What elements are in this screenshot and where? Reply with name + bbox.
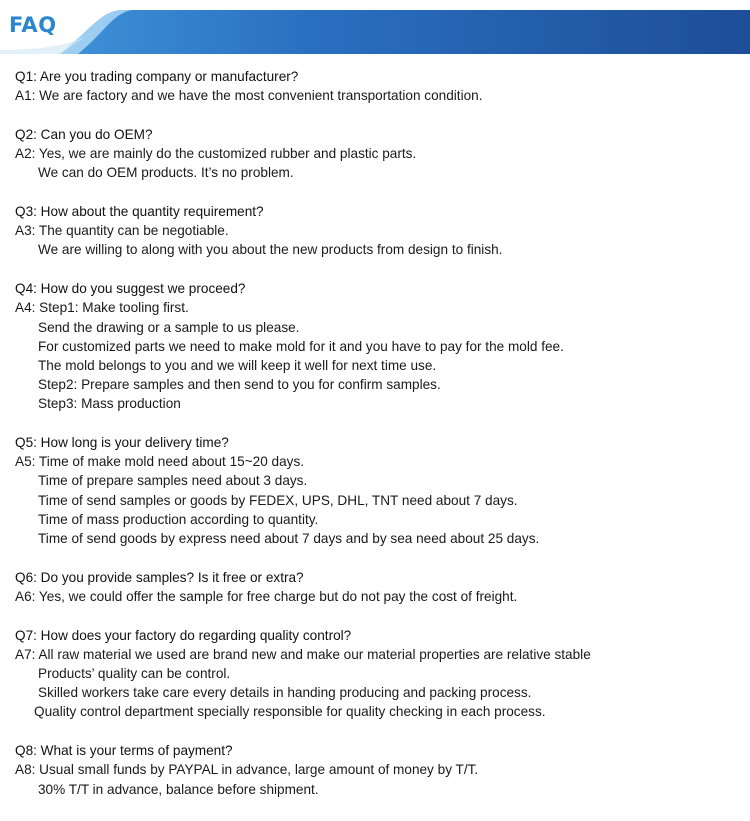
faq-question: Q2: Can you do OEM? <box>15 126 153 142</box>
faq-answer-continued: Quality control department specially responsible for quality checking in each process. <box>34 704 546 720</box>
faq-item-q3 <box>15 202 740 260</box>
faq-question: Q8: What is your terms of payment? <box>15 743 233 759</box>
faq-answer-continued: Send the drawing or a sample to us please. <box>38 319 300 335</box>
faq-answer: A8: Usual small funds by PAYPAL in advance, large amount of money by T/T. <box>15 762 479 778</box>
faq-answer-continued: Step3: Mass production <box>38 396 181 412</box>
faq-item-q7 <box>15 626 740 722</box>
faq-question: Q4: How do you suggest we proceed? <box>15 281 246 297</box>
faq-answer: A3: The quantity can be negotiable. <box>15 223 229 239</box>
faq-item-q1 <box>15 67 740 105</box>
faq-item-q4 <box>15 279 740 413</box>
faq-answer: A4: Step1: Make tooling first. <box>15 300 189 316</box>
faq-answer-continued: Skilled workers take care every details in handing producing and packing process. <box>38 685 532 701</box>
faq-item-q2 <box>15 125 740 183</box>
faq-answer-continued: We can do OEM products. It’s no problem. <box>38 165 294 181</box>
faq-question: Q1: Are you trading company or manufacturer? <box>15 69 299 84</box>
faq-list <box>15 67 740 818</box>
header-wave-graphic <box>0 0 750 54</box>
faq-answer-continued: Time of send samples or goods by FEDEX, UPS, DHL, TNT need about 7 days. <box>38 492 518 508</box>
faq-answer: A1: We are factory and we have the most convenient transportation condition. <box>15 88 483 104</box>
faq-answer: A7: All raw material we used are brand new and make our material properties are relative stable <box>15 646 591 662</box>
faq-answer-continued: Time of mass production according to quantity. <box>38 511 319 527</box>
faq-answer-continued: Time of prepare samples need about 3 days. <box>38 473 308 489</box>
faq-answer: A5: Time of make mold need about 15~20 days. <box>15 454 305 470</box>
faq-header-banner <box>0 0 750 54</box>
faq-item-q8 <box>15 741 740 799</box>
faq-question: Q6: Do you provide samples? Is it free or extra? <box>15 569 304 585</box>
faq-item-q6 <box>15 568 740 606</box>
faq-answer-continued: We are willing to along with you about the new products from design to finish. <box>38 242 503 258</box>
faq-answer: A6: Yes, we could offer the sample for free charge but do not pay the cost of freight. <box>15 588 518 604</box>
faq-item-q5 <box>15 433 740 548</box>
faq-answer-continued: For customized parts we need to make mold for it and you have to pay for the mold fee. <box>38 338 564 354</box>
faq-answer-continued: 30% T/T in advance, balance before shipment. <box>38 781 319 797</box>
faq-answer-continued: Products’ quality can be control. <box>38 666 231 682</box>
faq-answer-continued: Time of send goods by express need about 7 days and by sea need about 25 days. <box>38 531 540 547</box>
faq-question: Q5: How long is your delivery time? <box>15 435 229 451</box>
faq-answer-continued: The mold belongs to you and we will keep it well for next time use. <box>38 357 437 373</box>
faq-question: Q7: How does your factory do regarding quality control? <box>15 627 352 643</box>
faq-answer-continued: Step2: Prepare samples and then send to you for confirm samples. <box>38 377 441 393</box>
faq-title: FAQ <box>9 13 57 37</box>
faq-question: Q3: How about the quantity requirement? <box>15 204 264 220</box>
faq-answer: A2: Yes, we are mainly do the customized rubber and plastic parts. <box>15 146 417 162</box>
